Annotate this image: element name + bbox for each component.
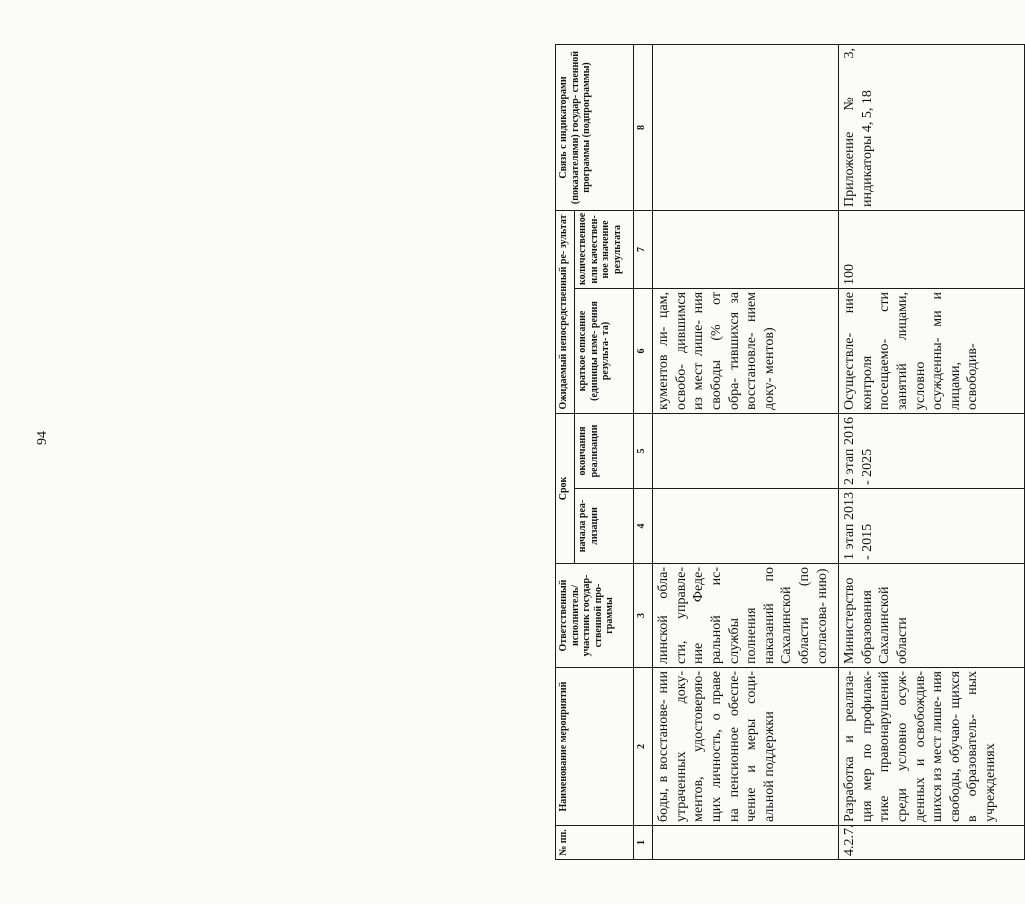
header-result-desc: краткое описание (единицы изме- рения результа- та) bbox=[575, 288, 634, 413]
row-executor: линской обла- сти, управле- ние Феде- ральной ис- службы полнения наказаний по Сахалинской области (по согласова- нию) bbox=[653, 564, 839, 668]
row-num: 4.2.7. bbox=[839, 826, 1025, 860]
row-executor: Министерство образования Сахалинской области bbox=[839, 564, 1025, 668]
header-num: № пп. bbox=[556, 826, 634, 860]
column-number: 3 bbox=[634, 564, 653, 668]
header-result: Ожидаемый непосредственный ре- зультат bbox=[556, 210, 575, 413]
column-number: 5 bbox=[634, 413, 653, 488]
row-result-desc: Осуществле- ние контроля посещаемо- сти занятий лицами, условно осужденны- ми и лицами, освободив- bbox=[839, 288, 1025, 413]
row-result-value bbox=[653, 210, 839, 288]
row-term-end: 2 этап 2016 - 2025 bbox=[839, 413, 1025, 488]
column-number: 2 bbox=[634, 668, 653, 826]
column-number: 1 bbox=[634, 826, 653, 860]
table-row bbox=[653, 44, 839, 859]
table-row bbox=[839, 44, 1025, 859]
header-term: Срок bbox=[556, 413, 575, 563]
header-result-value: количественное или качествен- ное значение результата bbox=[575, 210, 634, 288]
row-result-value: 100 bbox=[839, 210, 1025, 288]
header-executor: Ответственный исполнитель/ участник государ- ственной про- граммы bbox=[556, 564, 634, 668]
header-row-1 bbox=[556, 44, 575, 859]
row-link bbox=[653, 44, 839, 210]
measures-table bbox=[555, 44, 1025, 860]
column-number: 8 bbox=[634, 44, 653, 210]
row-result-desc: кументов ли- цам, освобо- дившимся из мест лише- ния свободы (% от обра- тившихся за восстановле- нием доку- ментов) bbox=[653, 288, 839, 413]
header-link: Связь с индикаторами (показателями) государ- ственной программы (подпрограммы) bbox=[556, 44, 634, 210]
page-number: 94 bbox=[35, 431, 50, 445]
row-name: Разработка и реализа- ция мер по профилак- тике правонарушений среди условно осуж- денных и освобождив- шихся из мест лише- ния свободы, обучаю- щихся в образователь- ных учреждениях bbox=[839, 668, 1025, 826]
header-term-start: начала реа- лизации bbox=[575, 489, 634, 564]
row-link: Приложение № 3, индикаторы 4, 5, 18 bbox=[839, 44, 1025, 210]
column-number-row bbox=[634, 44, 653, 859]
column-number: 7 bbox=[634, 210, 653, 288]
column-number: 4 bbox=[634, 489, 653, 564]
rotated-table-container bbox=[555, 45, 1025, 860]
row-name: боды, в восстанове- нии утраченных доку- ментов, удостоверяю- щих личность, о праве на пенсионное обеспе- чение и меры соци- альной поддержки bbox=[653, 668, 839, 826]
column-number: 6 bbox=[634, 288, 653, 413]
header-name: Наименование мероприятий bbox=[556, 668, 634, 826]
row-num bbox=[653, 826, 839, 860]
header-term-end: окончания реализации bbox=[575, 413, 634, 488]
row-term-end bbox=[653, 413, 839, 488]
row-term-start: 1 этап 2013 - 2015 bbox=[839, 489, 1025, 564]
row-term-start bbox=[653, 489, 839, 564]
